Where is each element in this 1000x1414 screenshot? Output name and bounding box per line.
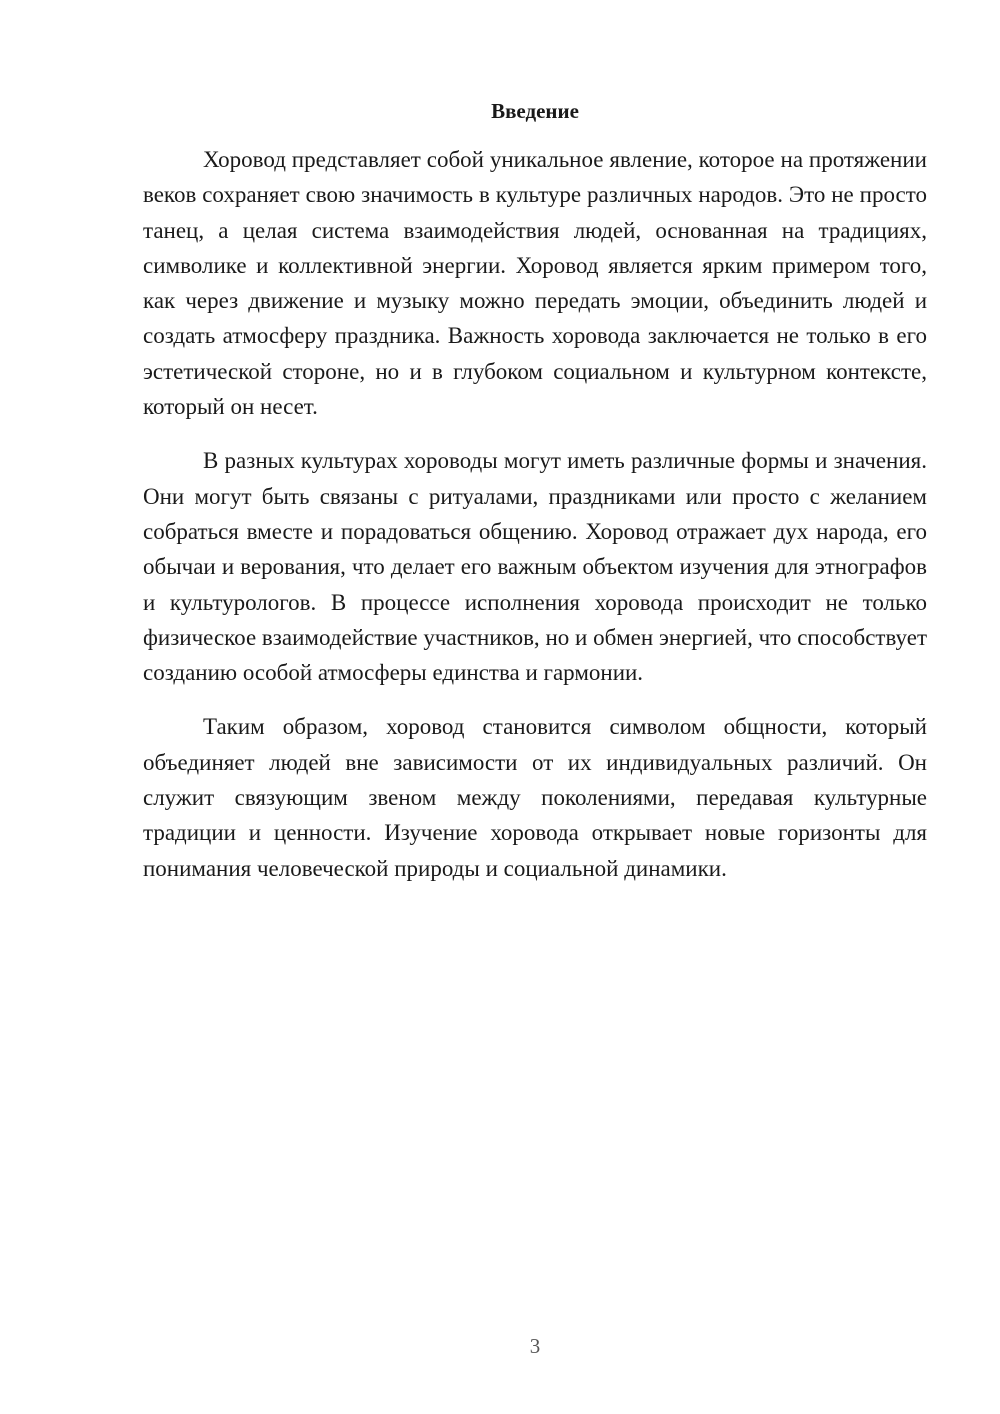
paragraph-3: Таким образом, хоровод становится символом общности, который объединяет людей вне зависимости от их индивидуальных различий. Он служит связующим звеном между поколениями, передавая культурные традиции и ценности. Изучение хоровода открывает новые горизонты для понимания человеческой природы и социальной динамики. [143,714,927,881]
section-title: Введение [491,99,579,123]
paragraph-2: В разных культурах хороводы могут иметь различные формы и значения. Они могут быть связаны с ритуалами, праздниками или просто с желанием собраться вместе и порадоваться общению. Хоровод отражает дух народа, его обычаи и верования, что делает его важным объектом изучения для этнографов и культурологов. В процессе исполнения хоровода происходит не только физическое взаимодействие участников, но и обмен энергией, что способствует созданию особой атмосферы единства и гармонии. [143,448,927,686]
paragraph-1: Хоровод представляет собой уникальное явление, которое на протяжении веков сохраняет свою значимость в культуре различных народов. Это не просто танец, а целая система взаимодействия людей, основанная на традициях, символике и коллективной энергии. Хоровод является ярким примером того, как через движение и музыку можно передать эмоции, объединить людей и создать атмосферу праздника. Важность хоровода заключается не только в его эстетической стороне, но и в глубоком социальном и культурном контексте, который он несет. [143,147,927,420]
page-number: 3 [529,1334,541,1358]
body-text [143,142,927,886]
